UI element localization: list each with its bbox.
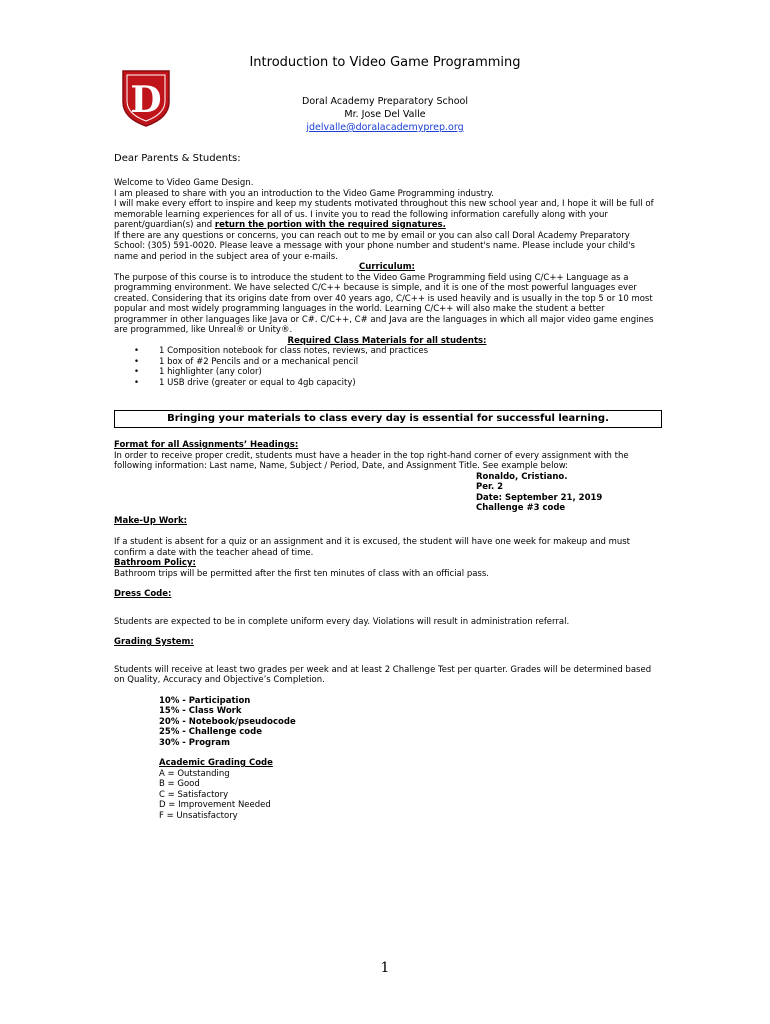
weight-item: 10% - Participation <box>159 695 251 706</box>
grade-code-item: D = Improvement Needed <box>159 800 271 810</box>
format-text: In order to receive proper credit, students must have a header in the top right-hand corner of every assignment with the following information: Last name, Name, Subject / Period, Date, and Assignment Title. See example below: <box>114 450 629 471</box>
example-line: Per. 2 <box>476 482 504 492</box>
grade-code-item: A = Outstanding <box>159 768 230 779</box>
list-item-text: 1 box of #2 Pencils and or a mechanical pencil <box>159 356 359 367</box>
weight-item: 20% - Notebook/pseudocode <box>159 716 296 727</box>
dress-heading: Dress Code: <box>114 589 172 599</box>
bathroom-text: Bathroom trips will be permitted after the first ten minutes of class with an official pass. <box>114 568 489 579</box>
list-item <box>114 346 660 357</box>
weight-item: 15% - Class Work <box>159 706 242 716</box>
welcome-line: I am pleased to share with you an introduction to the Video Game Programming industry. <box>114 188 494 199</box>
weight-item: 25% - Challenge code <box>159 727 262 737</box>
curriculum-text: The purpose of this course is to introduce the student to the Video Game Programming field using C/C++ Language as a programming environment. We have selected C/C++ because is simple, and it is one of the most powerful languages ever created. Considering that its origins date from over 40 years ago, C/C++ is used heavily and is usually in the top 5 or 10 most popular and most widely programming languages in the world. Learning C/C++ will also make the student a better programmer in other languages like Java or C#. C/C++, C# and Java are the languages in which all major video game engines are programmed, like Unreal® or Unity®. <box>114 272 654 335</box>
grading-code <box>114 758 660 821</box>
grade-code-item: B = Good <box>159 779 200 789</box>
materials-heading: Required Class Materials for all students: <box>287 335 487 346</box>
email-link[interactable]: jdelvalle@doralacademyprep.org <box>306 122 464 133</box>
dress-text: Students are expected to be in complete uniform every day. Violations will result in administration referral. <box>114 616 570 627</box>
welcome-paragraph <box>114 199 660 231</box>
bullet-icon: • <box>134 356 140 367</box>
list-item <box>114 367 660 378</box>
list-item-text: 1 highlighter (any color) <box>159 367 262 377</box>
format-heading: Format for all Assignments’ Headings: <box>114 440 299 450</box>
welcome-line: Welcome to Video Game Design. <box>114 178 254 188</box>
grade-code-item: F = Unsatisfactory <box>159 810 238 821</box>
example-line: Ronaldo, Cristiano. <box>476 471 568 482</box>
list-item-text: 1 USB drive (greater or equal to 4gb capacity) <box>159 377 356 388</box>
page-number: 1 <box>380 960 390 976</box>
makeup-heading: Make-Up Work: <box>114 515 188 526</box>
example-line: Date: September 21, 2019 <box>476 492 603 503</box>
grading-heading: Grading System: <box>114 637 194 647</box>
list-item-text: 1 Composition notebook for class notes, reviews, and practices <box>159 346 429 356</box>
school-name: Doral Academy Preparatory School <box>302 96 468 107</box>
bullet-icon: • <box>134 367 140 377</box>
greeting: Dear Parents & Students: <box>114 153 241 164</box>
weight-item: 30% - Program <box>159 737 230 748</box>
makeup-text: If a student is absent for a quiz or an assignment and it is excused, the student will have one week for makeup and must confirm a date with the teacher ahead of time. <box>114 537 631 558</box>
grading-text: Students will receive at least two grades per week and at least 2 Challenge Test per quarter. Grades will be determined based on Quality, Accuracy and Objective’s Completion. <box>114 664 652 685</box>
svg-text:D: D <box>130 79 162 121</box>
list-item <box>114 357 660 368</box>
grade-weights <box>114 696 660 749</box>
bullet-icon: • <box>134 377 140 388</box>
document-title: Introduction to Video Game Programming <box>249 55 521 70</box>
format-section <box>114 440 660 821</box>
welcome-text: I will make every effort to inspire and keep my students motivated throughout this new school year and, I hope it will be full of memorable learning experiences for all of us. I invite you to read the following information carefully along with your parent/guardian(s) and <box>114 199 654 230</box>
header-example <box>114 472 660 514</box>
grading-code-heading: Academic Grading Code <box>159 758 273 768</box>
materials-banner: Bringing your materials to class every day is essential for successful learning. <box>114 410 662 428</box>
welcome-section <box>114 178 660 388</box>
list-item <box>114 378 660 389</box>
materials-list <box>114 346 660 388</box>
bullet-icon: • <box>134 346 140 356</box>
curriculum-heading: Curriculum: <box>359 262 415 272</box>
signature-instruction: return the portion with the required signatures. <box>214 220 446 230</box>
grade-code-item: C = Satisfactory <box>159 789 229 800</box>
contact-paragraph: If there are any questions or concerns, you can reach out to me by email or you can also call Doral Academy Preparatory School: (305) 591-0020. Please leave a message with your phone number and student's name. Please include your child's name and period in the subject area of your e-mails. <box>114 230 635 262</box>
teacher-name: Mr. Jose Del Valle <box>344 109 426 120</box>
bathroom-heading: Bathroom Policy: <box>114 558 196 568</box>
example-line: Challenge #3 code <box>476 503 566 513</box>
